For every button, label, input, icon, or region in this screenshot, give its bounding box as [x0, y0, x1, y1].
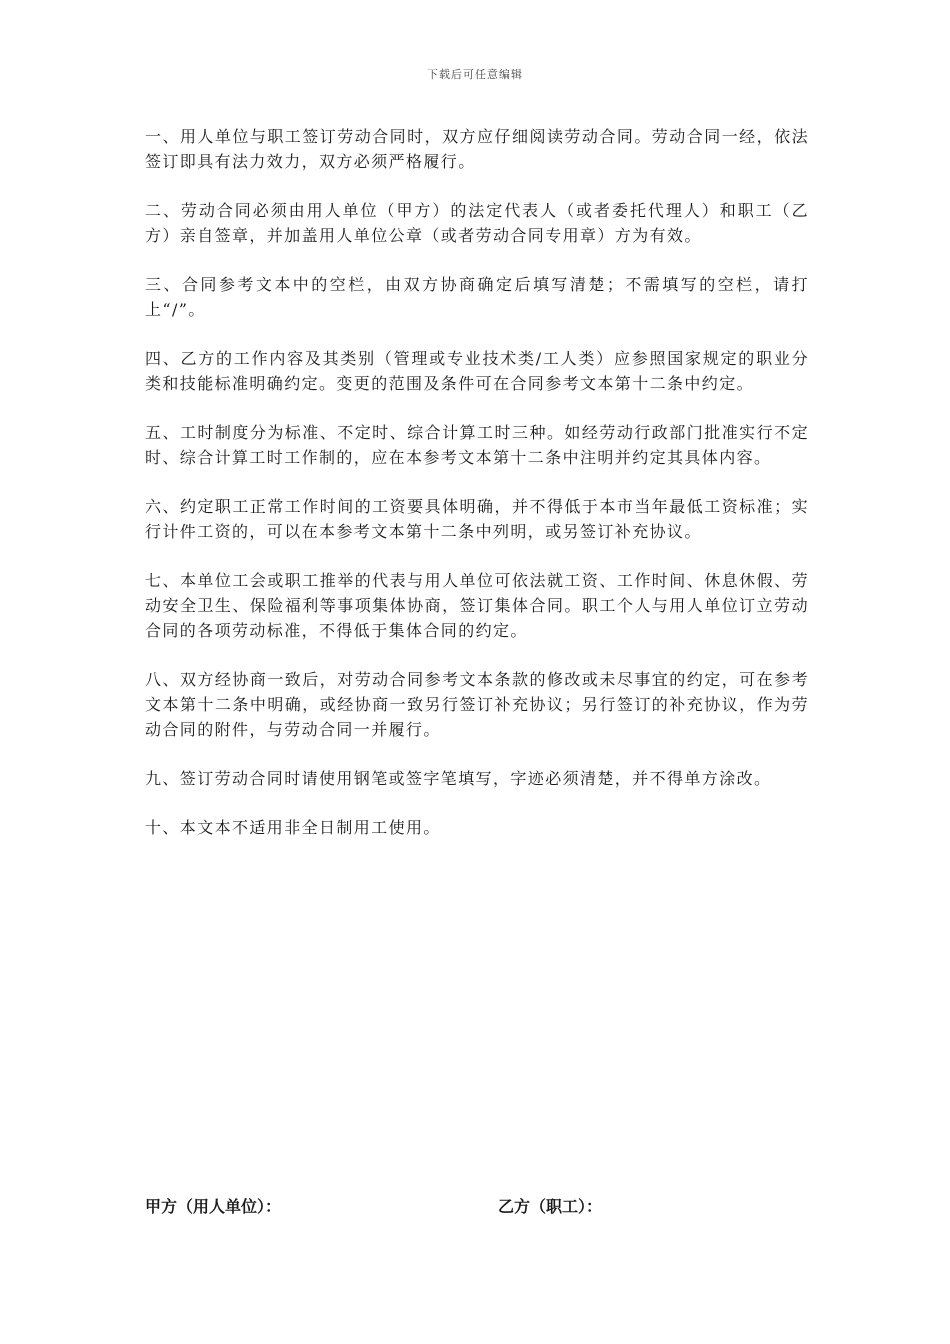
party-a-signature-label: 甲方（用人单位）：	[145, 1197, 282, 1216]
instruction-item-9: 九、签订劳动合同时请使用钢笔或签字笔填写，字迹必须清楚，并不得单方涂改。	[145, 769, 772, 788]
instruction-item-5: 五、工时制度分为标准、不定时、综合计算工时三种。如经劳动行政部门批准实行不定时、综合计算工时工作制的，应在本参考文本第十二条中注明并约定其具体内容。	[145, 423, 809, 467]
instruction-list	[145, 124, 809, 864]
instruction-item-4: 四、乙方的工作内容及其类别（管理或专业技术类/工人类）应参照国家规定的职业分类和技能标准明确约定。变更的范围及条件可在合同参考文本第十二条中约定。	[145, 349, 809, 393]
signature-section	[145, 1194, 809, 1224]
instruction-item-1: 一、用人单位与职工签订劳动合同时，双方应仔细阅读劳动合同。劳动合同一经，依法签订即具有法力效力，双方必须严格履行。	[145, 127, 809, 171]
instruction-item-3: 三、合同参考文本中的空栏，由双方协商确定后填写清楚；不需填写的空栏，请打上“/”。	[145, 275, 809, 319]
instruction-item-2: 二、劳动合同必须由用人单位（甲方）的法定代表人（或者委托代理人）和职工（乙方）亲自签章，并加盖用人单位公章（或者劳动合同专用章）方为有效。	[145, 201, 809, 245]
page-header-note: 下载后可任意编辑	[427, 68, 523, 81]
instruction-item-7: 七、本单位工会或职工推举的代表与用人单位可依法就工资、工作时间、休息休假、劳动安全卫生、保险福利等事项集体协商，签订集体合同。职工个人与用人单位订立劳动合同的各项劳动标准，不得低于集体合同的约定。	[145, 571, 809, 640]
instruction-item-8: 八、双方经协商一致后，对劳动合同参考文本条款的修改或未尽事宜的约定，可在参考文本第十二条中明确，或经协商一致另行签订补充协议；另行签订的补充协议，作为劳动合同的附件，与劳动合同一并履行。	[145, 670, 809, 739]
party-b-signature-label: 乙方（职工）：	[498, 1197, 603, 1216]
instruction-item-6: 六、约定职工正常工作时间的工资要具体明确，并不得低于本市当年最低工资标准；实行计件工资的，可以在本参考文本第十二条中列明，或另签订补充协议。	[145, 497, 809, 541]
instruction-item-10: 十、本文本不适用非全日制用工使用。	[145, 818, 441, 837]
